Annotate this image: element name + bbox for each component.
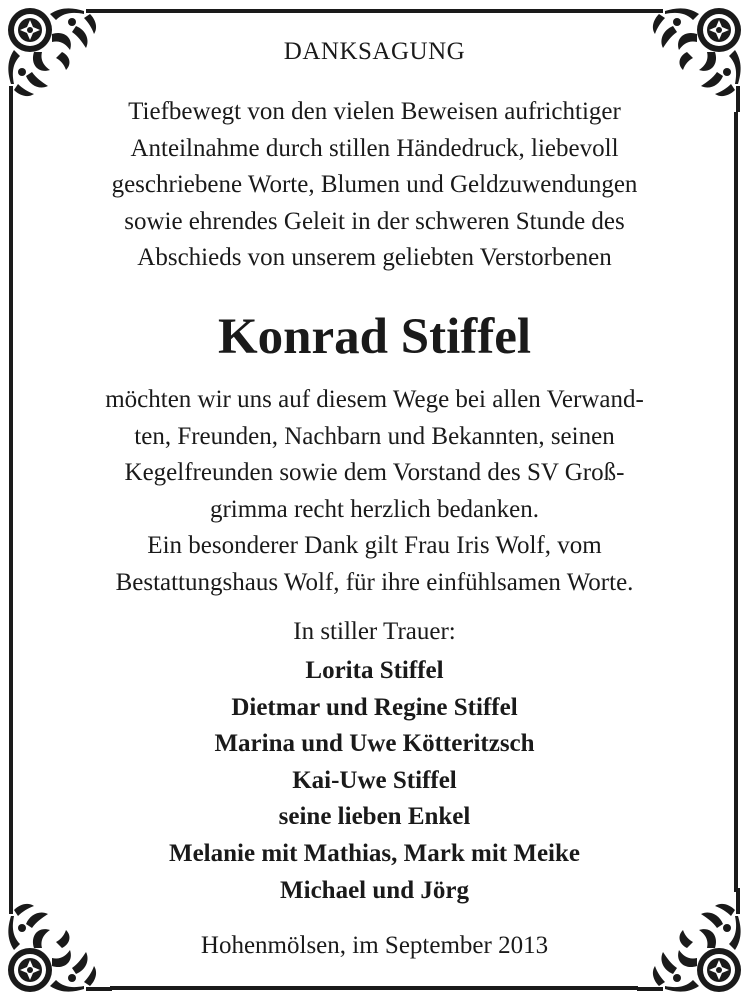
frame-top-line — [86, 9, 637, 13]
mourner-name: Kai-Uwe Stiffel — [292, 766, 457, 794]
thanks-line: möchten wir uns auf diesem Wege bei allen Verwand- — [105, 386, 644, 413]
mourner-name: Dietmar und Regine Stiffel — [231, 693, 518, 721]
intro-line: Abschieds von unserem geliebten Verstorbenen — [137, 244, 612, 271]
thanks-line: Ein besonderer Dank gilt Frau Iris Wolf, vom — [147, 532, 602, 559]
mourners-list — [20, 653, 729, 909]
intro-line: sowie ehrendes Geleit in der schweren Stunde des — [124, 207, 625, 235]
deceased-name: Konrad Stiffel — [217, 309, 532, 365]
mourner-name: Melanie mit Mathias, Mark mit Meike — [168, 839, 580, 867]
mourner-name: seine lieben Enkel — [278, 803, 471, 831]
thanks-paragraph — [20, 382, 729, 601]
mourner-name: Marina und Uwe Kötteritzsch — [214, 730, 535, 758]
notice-heading: DANKSAGUNG — [283, 38, 466, 65]
intro-paragraph — [20, 94, 729, 277]
intro-line: Tiefbewegt von den vielen Beweisen aufrichtiger — [128, 98, 621, 125]
place-and-date: Hohenmölsen, im September 2013 — [200, 932, 549, 959]
thanks-line: ten, Freunden, Nachbarn und Bekannten, seinen — [134, 422, 615, 450]
intro-line: geschriebene Worte, Blumen und Geldzuwendungen — [111, 171, 638, 198]
thanks-line: grimma recht herzlich bedanken. — [209, 495, 540, 523]
mourner-name: Lorita Stiffel — [305, 657, 444, 684]
thanks-line: Bestattungshaus Wolf, für ihre einfühlsamen Worte. — [115, 568, 634, 596]
frame-left-line — [9, 112, 13, 892]
frame-right-line — [734, 112, 738, 892]
mourner-name: Michael und Jörg — [280, 876, 469, 904]
mourning-label: In stiller Trauer: — [293, 618, 456, 645]
frame-bottom-line — [110, 986, 638, 990]
thanks-line: Kegelfreunden sowie dem Vorstand des SV Groß- — [124, 459, 625, 486]
intro-line: Anteilnahme durch stillen Händedruck, liebevoll — [130, 134, 619, 162]
